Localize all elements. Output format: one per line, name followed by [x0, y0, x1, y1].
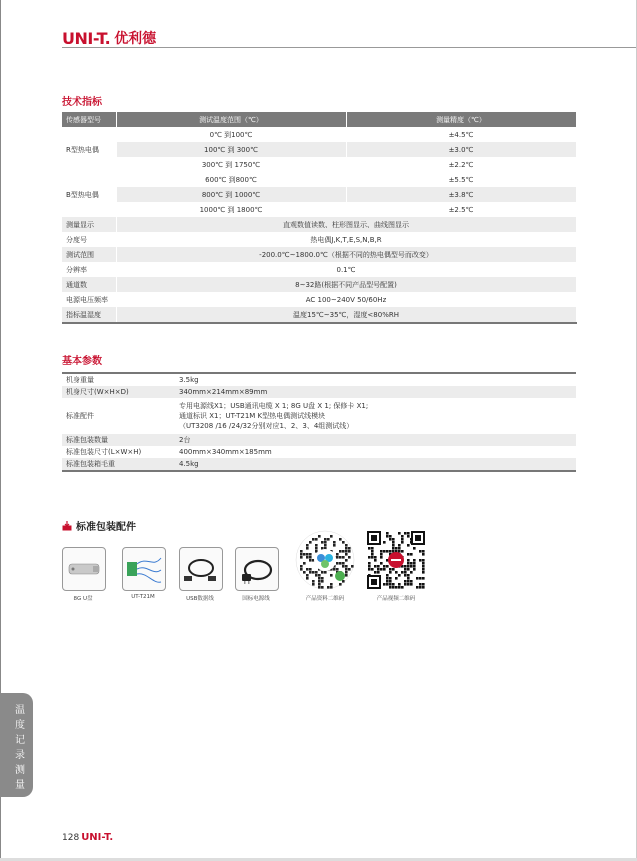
r-type-label: R型热电偶 — [62, 127, 116, 172]
accessories-title — [62, 518, 136, 533]
table-row — [62, 446, 576, 458]
footer-brand: UNI-T. — [81, 832, 114, 843]
param-key: 标准配件 — [66, 412, 94, 420]
page-number: 128 — [62, 832, 80, 843]
table-row — [62, 172, 576, 187]
brand-logo — [62, 28, 156, 48]
param-value-line: 专用电源线X1；USB通讯电缆 X 1; 8G U盘 X 1; 保修卡 X1; — [179, 402, 369, 410]
b-type-label: B型热电偶 — [62, 172, 116, 217]
table-row — [62, 217, 576, 232]
spec-value: 热电偶J,K,T,E,S,N,B,R — [116, 232, 576, 247]
page-footer — [62, 832, 113, 843]
spec-key: 分辨率 — [62, 262, 116, 277]
table-row — [62, 247, 576, 262]
param-key: 标准包装数量 — [62, 434, 175, 446]
accuracy-cell: ±2.2℃ — [346, 157, 576, 172]
col-temp-range: 测试温度范围（℃） — [116, 112, 346, 127]
accuracy-cell: ±5.5℃ — [346, 172, 576, 187]
product-video-qr-code[interactable] — [366, 530, 426, 590]
header-rule — [62, 47, 636, 48]
spec-value: AC 100~240V 50/60Hz — [116, 292, 576, 307]
spec-key: 测量显示 — [62, 217, 116, 232]
table-row — [62, 434, 576, 446]
side-tab-char: 度 — [15, 720, 25, 731]
range-cell: 800℃ 到 1000℃ — [116, 187, 346, 202]
table-row — [62, 307, 576, 323]
usb-cable-icon — [180, 548, 222, 590]
range-cell: 1000℃ 到 1800℃ — [116, 202, 346, 217]
table-row — [62, 373, 576, 386]
usb-drive-label: 8G U盘 — [73, 596, 93, 602]
param-key: 机身尺寸(W×H×D) — [62, 386, 175, 398]
thermocouple-module-label: UT-T21M — [131, 594, 155, 600]
param-value-multiline — [175, 398, 576, 434]
side-tab-char: 记 — [15, 735, 25, 746]
spec-key: 分度号 — [62, 232, 116, 247]
accuracy-cell: ±4.5℃ — [346, 127, 576, 142]
param-value: 340mm×214mm×89mm — [175, 386, 576, 398]
spec-table-header — [62, 112, 576, 127]
accuracy-cell: ±3.8℃ — [346, 187, 576, 202]
side-tab-char: 量 — [15, 780, 25, 791]
col-sensor-model: 传感器型号 — [62, 112, 116, 127]
param-value-line: （UT3208 /16 /24/32分别对应1、2、3、4组测试线） — [179, 422, 354, 430]
param-key: 标准包装尺寸(L×W×H) — [66, 448, 142, 456]
package-icon — [62, 521, 72, 531]
range-cell: 600℃ 到800℃ — [116, 172, 346, 187]
params-section-title: 基本参数 — [62, 356, 102, 367]
table-row — [62, 398, 576, 434]
brand-logo-en: UNI-T. — [62, 28, 111, 48]
range-cell: 0℃ 到100℃ — [116, 127, 346, 142]
power-cord-label: 国标电源线 — [242, 596, 270, 602]
table-row — [62, 202, 576, 217]
spec-key: 测试范围 — [62, 247, 116, 262]
side-tab-char: 测 — [15, 765, 25, 776]
spec-value: 0.1℃ — [116, 262, 576, 277]
accessories-title-text: 标准包装配件 — [76, 522, 136, 533]
spec-key: 指标温湿度 — [62, 307, 116, 323]
accuracy-cell: ±2.5℃ — [346, 202, 576, 217]
col-accuracy: 测量精度（℃） — [346, 112, 576, 127]
spec-table — [62, 112, 577, 324]
table-row — [62, 142, 576, 157]
spec-value: -200.0℃~1800.0℃（根据不同的热电偶型号而改变） — [116, 247, 576, 262]
accuracy-cell: ±3.0℃ — [346, 142, 576, 157]
table-row — [62, 458, 576, 471]
usb-drive-image — [62, 547, 106, 591]
thermocouple-module-image — [122, 547, 166, 591]
spec-section-title: 技术指标 — [62, 97, 102, 108]
spec-value: 直观数值读数、柱形图显示、曲线图显示 — [116, 217, 576, 232]
spec-value: 8~32路(根据不同产品型号配置) — [116, 277, 576, 292]
range-cell: 100℃ 到 300℃ — [116, 142, 346, 157]
product-info-qr-code[interactable] — [295, 530, 355, 590]
product-video-qr-label: 产品视频二维码 — [376, 596, 416, 602]
table-row — [62, 277, 576, 292]
table-row — [62, 187, 576, 202]
table-row — [62, 127, 576, 142]
spec-key: 电源电压频率 — [62, 292, 116, 307]
table-row — [62, 292, 576, 307]
side-tab-char: 录 — [15, 750, 25, 761]
param-value: 400mm×340mm×185mm — [179, 448, 272, 456]
param-key: 标准包装箱毛重 — [62, 458, 175, 471]
power-cord-icon — [236, 548, 278, 590]
param-value: 3.5kg — [179, 376, 199, 384]
param-value: 4.5kg — [175, 458, 576, 471]
spec-key: 通道数 — [62, 277, 116, 292]
table-row — [62, 262, 576, 277]
power-cord-image — [235, 547, 279, 591]
usb-drive-icon — [63, 548, 105, 590]
range-cell: 300℃ 到 1750℃ — [116, 157, 346, 172]
usb-cable-image — [179, 547, 223, 591]
param-key: 机身重量 — [66, 376, 94, 384]
param-value-line: 通道标识 X1；UT-T21M K型热电偶测试线模块 — [179, 412, 326, 420]
side-tab-char: 温 — [15, 705, 25, 716]
table-row — [62, 157, 576, 172]
param-value: 2台 — [175, 434, 576, 446]
product-info-qr-label: 产品资料二维码 — [305, 596, 345, 602]
thermocouple-cable-icon — [123, 548, 165, 590]
table-row — [62, 386, 576, 398]
params-table — [62, 372, 576, 472]
brand-logo-cn: 优利德 — [114, 31, 157, 47]
side-section-tab[interactable] — [0, 693, 33, 797]
table-row — [62, 232, 576, 247]
spec-value: 温度15℃~35℃，湿度<80%RH — [116, 307, 576, 323]
usb-cable-label: USB数据线 — [186, 596, 214, 602]
